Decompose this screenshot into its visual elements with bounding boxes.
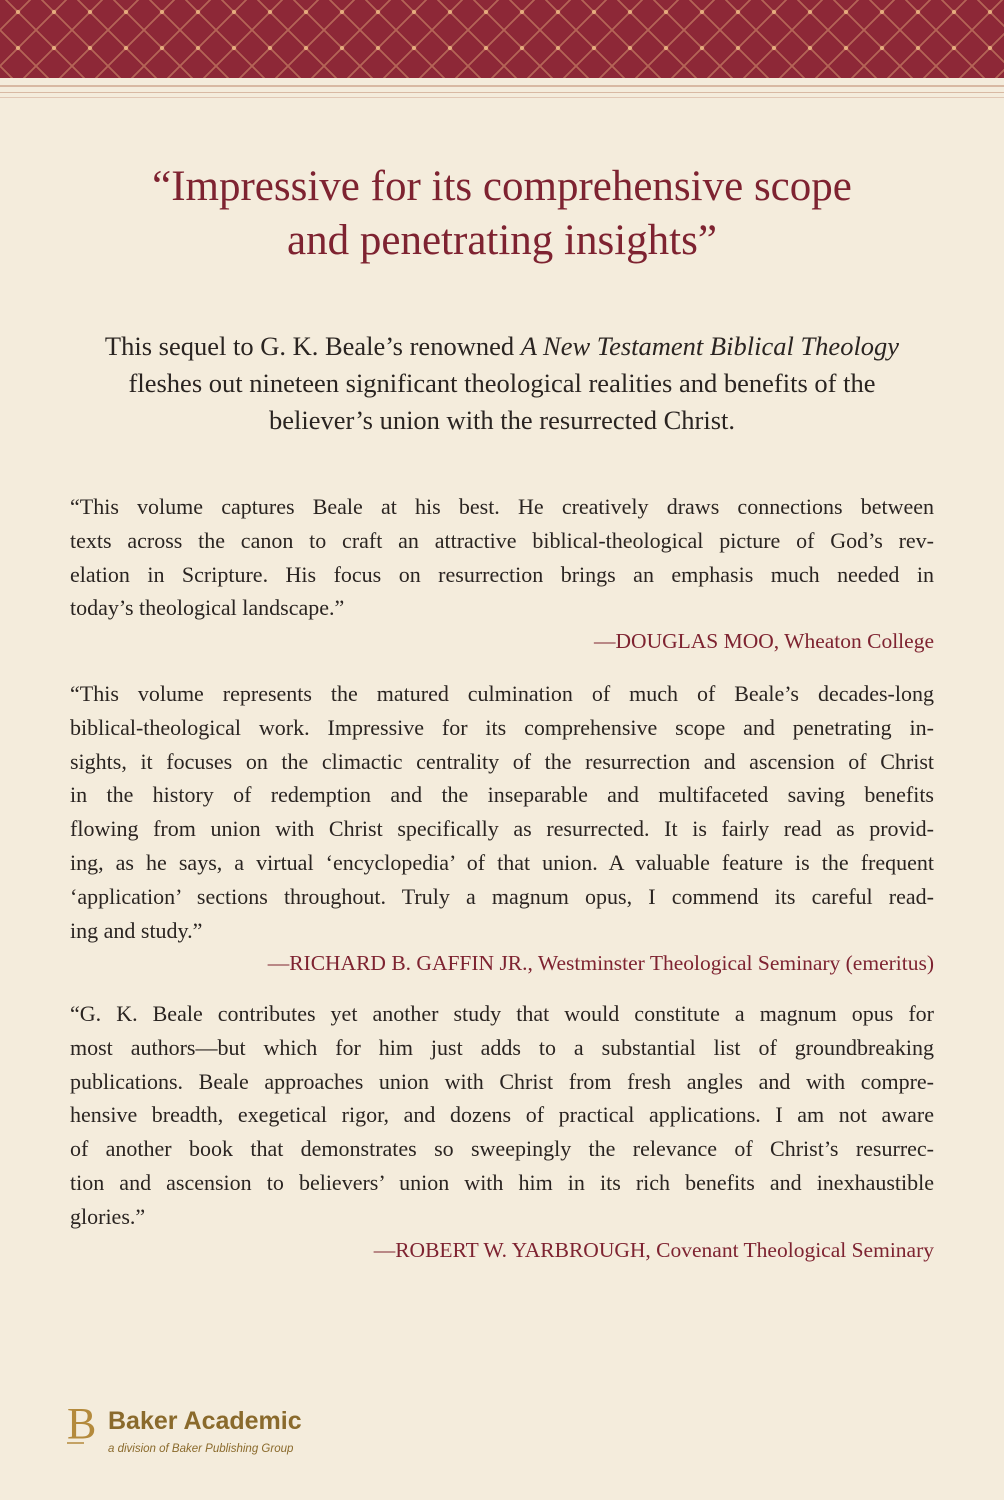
publisher-logo (66, 1400, 366, 1466)
endorsement-gaffin (70, 677, 934, 980)
endorsement-line: “This volume captures Beale at his best. He creatively draws connections between (70, 494, 934, 519)
endorsement-line: flowing from union with Christ specifically as resurrected. It is fairly read as provid- (70, 816, 934, 842)
endorsement-line: ing, as he says, a virtual ‘encyclopedia’ of that union. A valuable feature is the frequent (70, 849, 934, 875)
endorsement-line: sights, it focuses on the climactic centrality of the resurrection and ascension of Christ (70, 748, 934, 774)
description-line: believer’s union with the resurrected Christ. (268, 405, 736, 435)
endorsement-line: elation in Scripture. His focus on resurrection brings an emphasis much needed in (70, 561, 934, 587)
endorsement-line: of another book that demonstrates so sweepingly the relevance of Christ’s resurrec- (70, 1136, 934, 1162)
endorsement-attribution: —RICHARD B. GAFFIN JR., Westminster Theological Seminary (emeritus) (267, 951, 934, 976)
description-text: This sequel to G. K. Beale’s renowned (104, 331, 521, 361)
book-description (40, 328, 964, 439)
decorative-rule (0, 85, 1004, 87)
headline-line: “Impressive for its comprehensive scope (152, 163, 852, 210)
svg-text:B: B (67, 1400, 97, 1446)
endorsement-line: most authors—but which for him just adds to a substantial list of groundbreaking (70, 1034, 934, 1060)
endorsement-line: “This volume represents the matured culmination of much of Beale’s decades-long (70, 681, 934, 706)
endorsement-attribution: —ROBERT W. YARBROUGH, Covenant Theological Seminary (373, 1237, 934, 1262)
publisher-name: Baker Academic (108, 1407, 302, 1435)
decorative-band-dots (0, 0, 1004, 78)
description-line: fleshes out nineteen significant theological realities and benefits of the (128, 368, 876, 398)
endorsement-yarbrough (70, 997, 934, 1267)
endorsement-line: tion and ascension to believers’ union with him in its rich benefits and inexhaustible (70, 1169, 934, 1195)
endorsement-line: hensive breadth, exegetical rigor, and dozens of practical applications. I am not aware (70, 1102, 934, 1128)
endorsement-line: “G. K. Beale contributes yet another study that would constitute a magnum opus for (70, 1001, 934, 1026)
endorsement-line: publications. Beale approaches union with Christ from fresh angles and with compre- (70, 1068, 934, 1094)
endorsement-attribution: —DOUGLAS MOO, Wheaton College (594, 629, 934, 654)
endorsement-line: texts across the canon to craft an attractive biblical-theological picture of God’s rev- (70, 527, 934, 553)
decorative-rule (0, 97, 1004, 98)
book-title-reference: A New Testament Biblical Theology (520, 331, 900, 361)
headline-quote (40, 160, 964, 268)
endorsement-moo (70, 490, 934, 658)
endorsement-line: ‘application’ sections throughout. Truly a magnum opus, I commend its careful read- (70, 883, 934, 909)
baker-b-logo-icon (66, 1400, 102, 1446)
description-line (40, 328, 964, 365)
endorsement-line: ing and study.” (70, 917, 203, 943)
endorsement-line: biblical-theological work. Impressive for its comprehensive scope and penetrating in- (70, 714, 934, 740)
endorsement-line: today’s theological landscape.” (70, 595, 345, 621)
endorsement-line: in the history of redemption and the inseparable and multifaceted saving benefits (70, 782, 934, 808)
endorsement-line: glories.” (70, 1203, 146, 1229)
decorative-rule (0, 92, 1004, 93)
headline-line: and penetrating insights” (287, 217, 717, 264)
publisher-tagline: a division of Baker Publishing Group (108, 1443, 294, 1455)
